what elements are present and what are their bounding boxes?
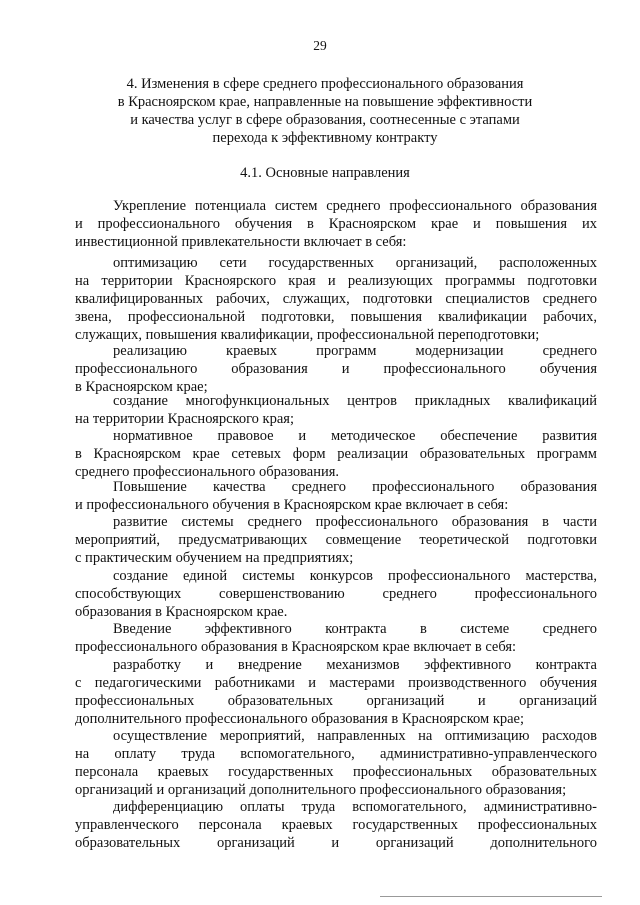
text-line: персонала краевых государственных профессиональных образовательных	[75, 764, 597, 780]
section-heading	[60, 75, 590, 147]
text-line: в Красноярском крае;	[75, 379, 208, 395]
text-line: и профессионального обучения в Красноярском крае и повышения их	[75, 216, 597, 232]
text-line: создание единой системы конкурсов профессионального мастерства,	[113, 568, 597, 584]
text-line: Укрепление потенциала систем среднего профессионального образования	[113, 198, 597, 214]
text-line: развитие системы среднего профессионального образования в части	[113, 514, 597, 530]
text-line: разработку и внедрение механизмов эффективного контракта	[113, 657, 597, 673]
text-line: образования в Красноярском крае.	[75, 604, 288, 620]
text-line: инвестиционной привлекательности включает в себя:	[75, 234, 407, 250]
text-line: дополнительного профессионального образования в Красноярском крае;	[75, 711, 525, 727]
section-heading-line: и качества услуг в сфере образования, соотнесенные с этапами	[130, 112, 520, 128]
page-number: 29	[313, 38, 327, 53]
text-line: оптимизацию сети государственных организаций, расположенных	[113, 255, 597, 271]
section-heading-line: в Красноярском крае, направленные на повышение эффективности	[117, 94, 533, 110]
text-line: способствующих совершенствованию среднего профессионального	[75, 586, 597, 602]
subsection-heading: 4.1. Основные направления	[240, 165, 410, 181]
text-line: звена, профессиональной подготовки, повышения квалификации рабочих,	[75, 309, 597, 325]
text-line: управленческого персонала краевых государственных профессиональных	[75, 817, 597, 833]
text-line: нормативное правовое и методическое обеспечение развития	[113, 428, 597, 444]
text-line: организаций и организаций дополнительного профессионального образования;	[75, 782, 567, 798]
text-line: дифференциацию оплаты труда вспомогательного, административно-	[113, 799, 597, 815]
text-line: и профессионального обучения в Красноярском крае включает в себя:	[75, 497, 509, 513]
section-heading-line: 4. Изменения в сфере среднего профессионального образования	[126, 76, 524, 92]
text-line: на территории Красноярского края;	[75, 411, 294, 427]
text-line: на оплату труда вспомогательного, административно-управленческого	[75, 746, 597, 762]
text-line: с педагогическими работниками и мастерами производственного обучения	[75, 675, 597, 691]
section-heading-line: перехода к эффективному контракту	[212, 130, 438, 146]
text-line: служащих, повышения квалификации, профессиональной переподготовки;	[75, 327, 540, 343]
text-line: в Красноярском крае сетевых форм реализации образовательных программ	[75, 446, 597, 462]
text-line: Повышение качества среднего профессионального образования	[113, 479, 597, 495]
text-line: Введение эффективного контракта в системе среднего	[113, 621, 597, 637]
text-line: мероприятий, предусматривающих совмещение теоретической подготовки	[75, 532, 597, 548]
text-line: осуществление мероприятий, направленных на оптимизацию расходов	[113, 728, 597, 744]
text-line: среднего профессионального образования.	[75, 464, 340, 480]
scan-artifact-line	[380, 896, 602, 897]
text-line: профессионального образования в Красноярском крае включает в себя:	[75, 639, 517, 655]
text-line: профессионального образования и профессионального обучения	[75, 361, 597, 377]
text-line: образовательных организаций и организаций дополнительного	[75, 835, 597, 851]
text-line: с практическим обучением на предприятиях;	[75, 550, 354, 566]
text-line: реализацию краевых программ модернизации среднего	[113, 343, 597, 359]
text-line: на территории Красноярского края и реализующих программы подготовки	[75, 273, 597, 289]
text-line: профессиональных образовательных организаций и организаций	[75, 693, 597, 709]
text-line: квалифицированных рабочих, служащих, подготовки специалистов среднего	[75, 291, 597, 307]
text-line: создание многофункциональных центров прикладных квалификаций	[113, 393, 597, 409]
